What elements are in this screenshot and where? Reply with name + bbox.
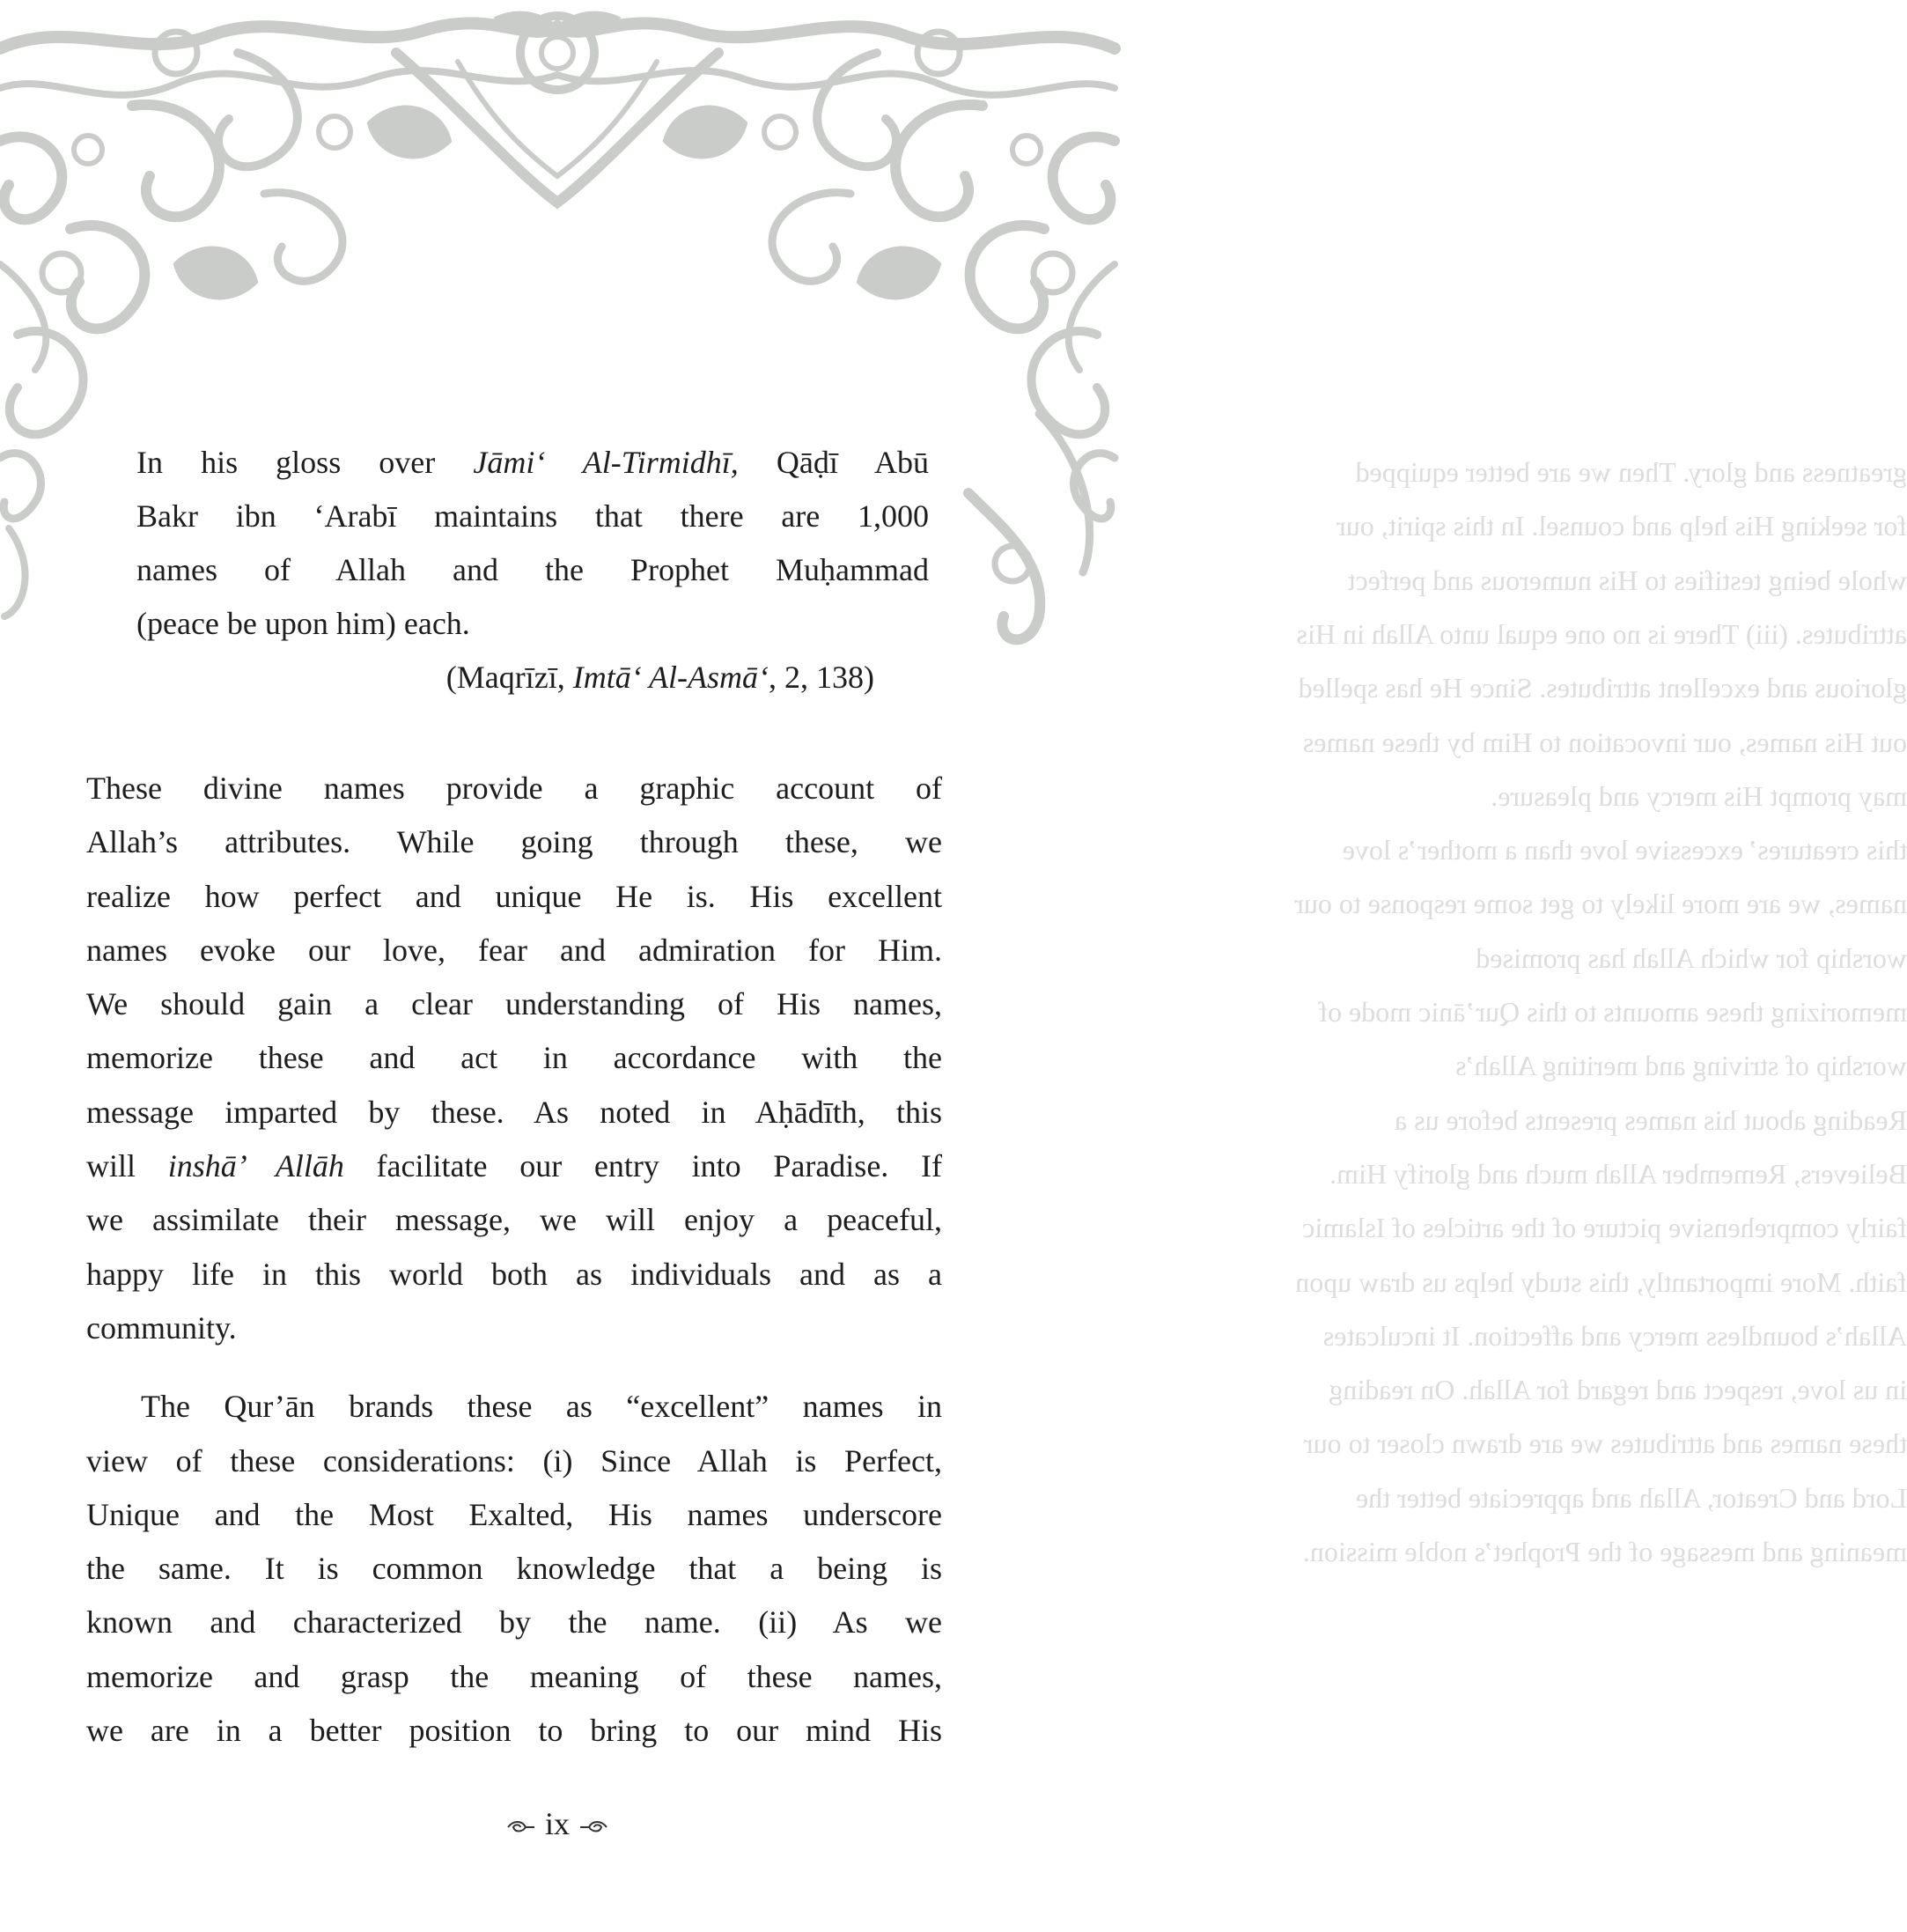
citation-title: Imtā‘ Al-Asmā‘	[572, 660, 769, 695]
quote-line: Bakr ibn ‘Arabī maintains that there are 1,000	[136, 498, 929, 534]
show-through-line: Lord and Creator, Allah and appreciate better the	[1356, 1481, 1907, 1514]
text-line: we are in a better position to bring to our mind His	[86, 1713, 942, 1749]
text-line: realize how perfect and unique He is. His excellent	[86, 878, 942, 914]
quote-line: names of Allah and the Prophet Muḥammad	[136, 552, 929, 587]
show-through-line: glorious and excellent attributes. Since He has spelled	[1298, 672, 1907, 704]
page-number	[0, 1805, 1115, 1842]
text-line: names evoke our love, fear and admiration for Him.	[86, 932, 942, 968]
quote-book-title: Jāmi‘ Al-Tirmidhī,	[473, 445, 739, 480]
quote-line: (peace be upon him) each.	[136, 606, 470, 641]
show-through-line: worship for which Allah has promised	[1476, 941, 1907, 974]
text-line: known and characterized by the name. (ii) As we	[86, 1604, 942, 1641]
paragraph-gap	[86, 1355, 942, 1380]
show-through-line: fairly comprehensive picture of the articles of Islamic	[1302, 1212, 1907, 1244]
text-line: We should gain a clear understanding of His names,	[86, 986, 942, 1022]
show-through-line: names, we are more likely to get some response to our	[1294, 888, 1907, 920]
quote-citation	[136, 651, 929, 704]
show-through-line: meaning and message of the Prophet’s noble mission.	[1302, 1536, 1907, 1567]
opening-quote	[136, 436, 929, 704]
quote-line	[136, 436, 929, 490]
quote-text: Qāḍī Abū	[738, 445, 929, 480]
text-line	[86, 1139, 942, 1193]
show-through-line: worship of striving and meriting Allah’s	[1455, 1050, 1907, 1082]
line-segment: facilitate our entry into Paradise. If	[343, 1148, 942, 1184]
show-through-line: for seeking His help and counsel. In this spirit, our	[1336, 510, 1907, 542]
show-through-line: memorizing these amounts to this Qur’ānic mode of	[1318, 996, 1907, 1028]
page-number-text: ix	[544, 1806, 570, 1841]
show-through-line: whole being testifies to His numerous and perfect	[1347, 564, 1907, 596]
text-line: memorize these and act in accordance with the	[86, 1040, 942, 1076]
paragraph	[86, 1380, 942, 1758]
show-through-line: in us love, respect and regard for Allah. On reading	[1329, 1374, 1907, 1406]
show-through-line: greatness and glory. Then we are better equipped	[1355, 456, 1907, 488]
citation-ref: , 2, 138)	[769, 660, 874, 695]
show-through-line: Allah’s boundless mercy and affection. It inculcates	[1322, 1319, 1907, 1352]
text-line: memorize and grasp the meaning of these names,	[86, 1658, 942, 1694]
show-through-line: these names and attributes we are drawn closer to our	[1303, 1427, 1907, 1460]
text-line: The Qur’ān brands these as “excellent” names in	[141, 1389, 942, 1425]
text-line: the same. It is common knowledge that a being is	[86, 1551, 942, 1587]
text-line: These divine names provide a graphic account of	[86, 771, 942, 806]
text-line: happy life in this world both as individuals and as a	[86, 1256, 942, 1292]
folio-ornament-left-icon	[506, 1820, 536, 1834]
text-line: view of these considerations: (i) Since Allah is Perfect,	[86, 1442, 942, 1478]
folio-ornament-right-icon	[578, 1820, 608, 1834]
show-through-line: out His names, our invocation to Him by these names	[1302, 726, 1907, 758]
body-text	[86, 762, 942, 1758]
paragraph	[86, 762, 942, 1355]
text-line: community.	[86, 1309, 237, 1346]
show-through-line: attributes. (iii) There is no one equal unto Allah in His	[1296, 617, 1907, 650]
line-segment: will	[86, 1148, 168, 1184]
show-through-line: Reading about his names presents before us a	[1394, 1103, 1907, 1136]
text-line: we assimilate their message, we will enjoy a peaceful,	[86, 1202, 942, 1238]
show-through-line: faith. More importantly, this study helps us draw upon	[1295, 1265, 1907, 1298]
quote-text: In his gloss over	[136, 445, 474, 480]
text-line: Unique and the Most Exalted, His names underscore	[86, 1496, 942, 1532]
show-through-line: this creatures’ excessive love than a mother’s love	[1342, 834, 1907, 866]
italic-phrase: inshā’ Allāh	[167, 1148, 344, 1184]
text-line: Allah’s attributes. While going through these, we	[86, 824, 942, 860]
show-through-line: may prompt His mercy and pleasure.	[1491, 779, 1907, 812]
text-line: message imparted by these. As noted in Aḥādīth, this	[86, 1094, 942, 1130]
citation-author: (Maqrīzī,	[445, 660, 573, 695]
show-through-line: Believers, Remember Allah much and glorify Him.	[1329, 1157, 1907, 1190]
